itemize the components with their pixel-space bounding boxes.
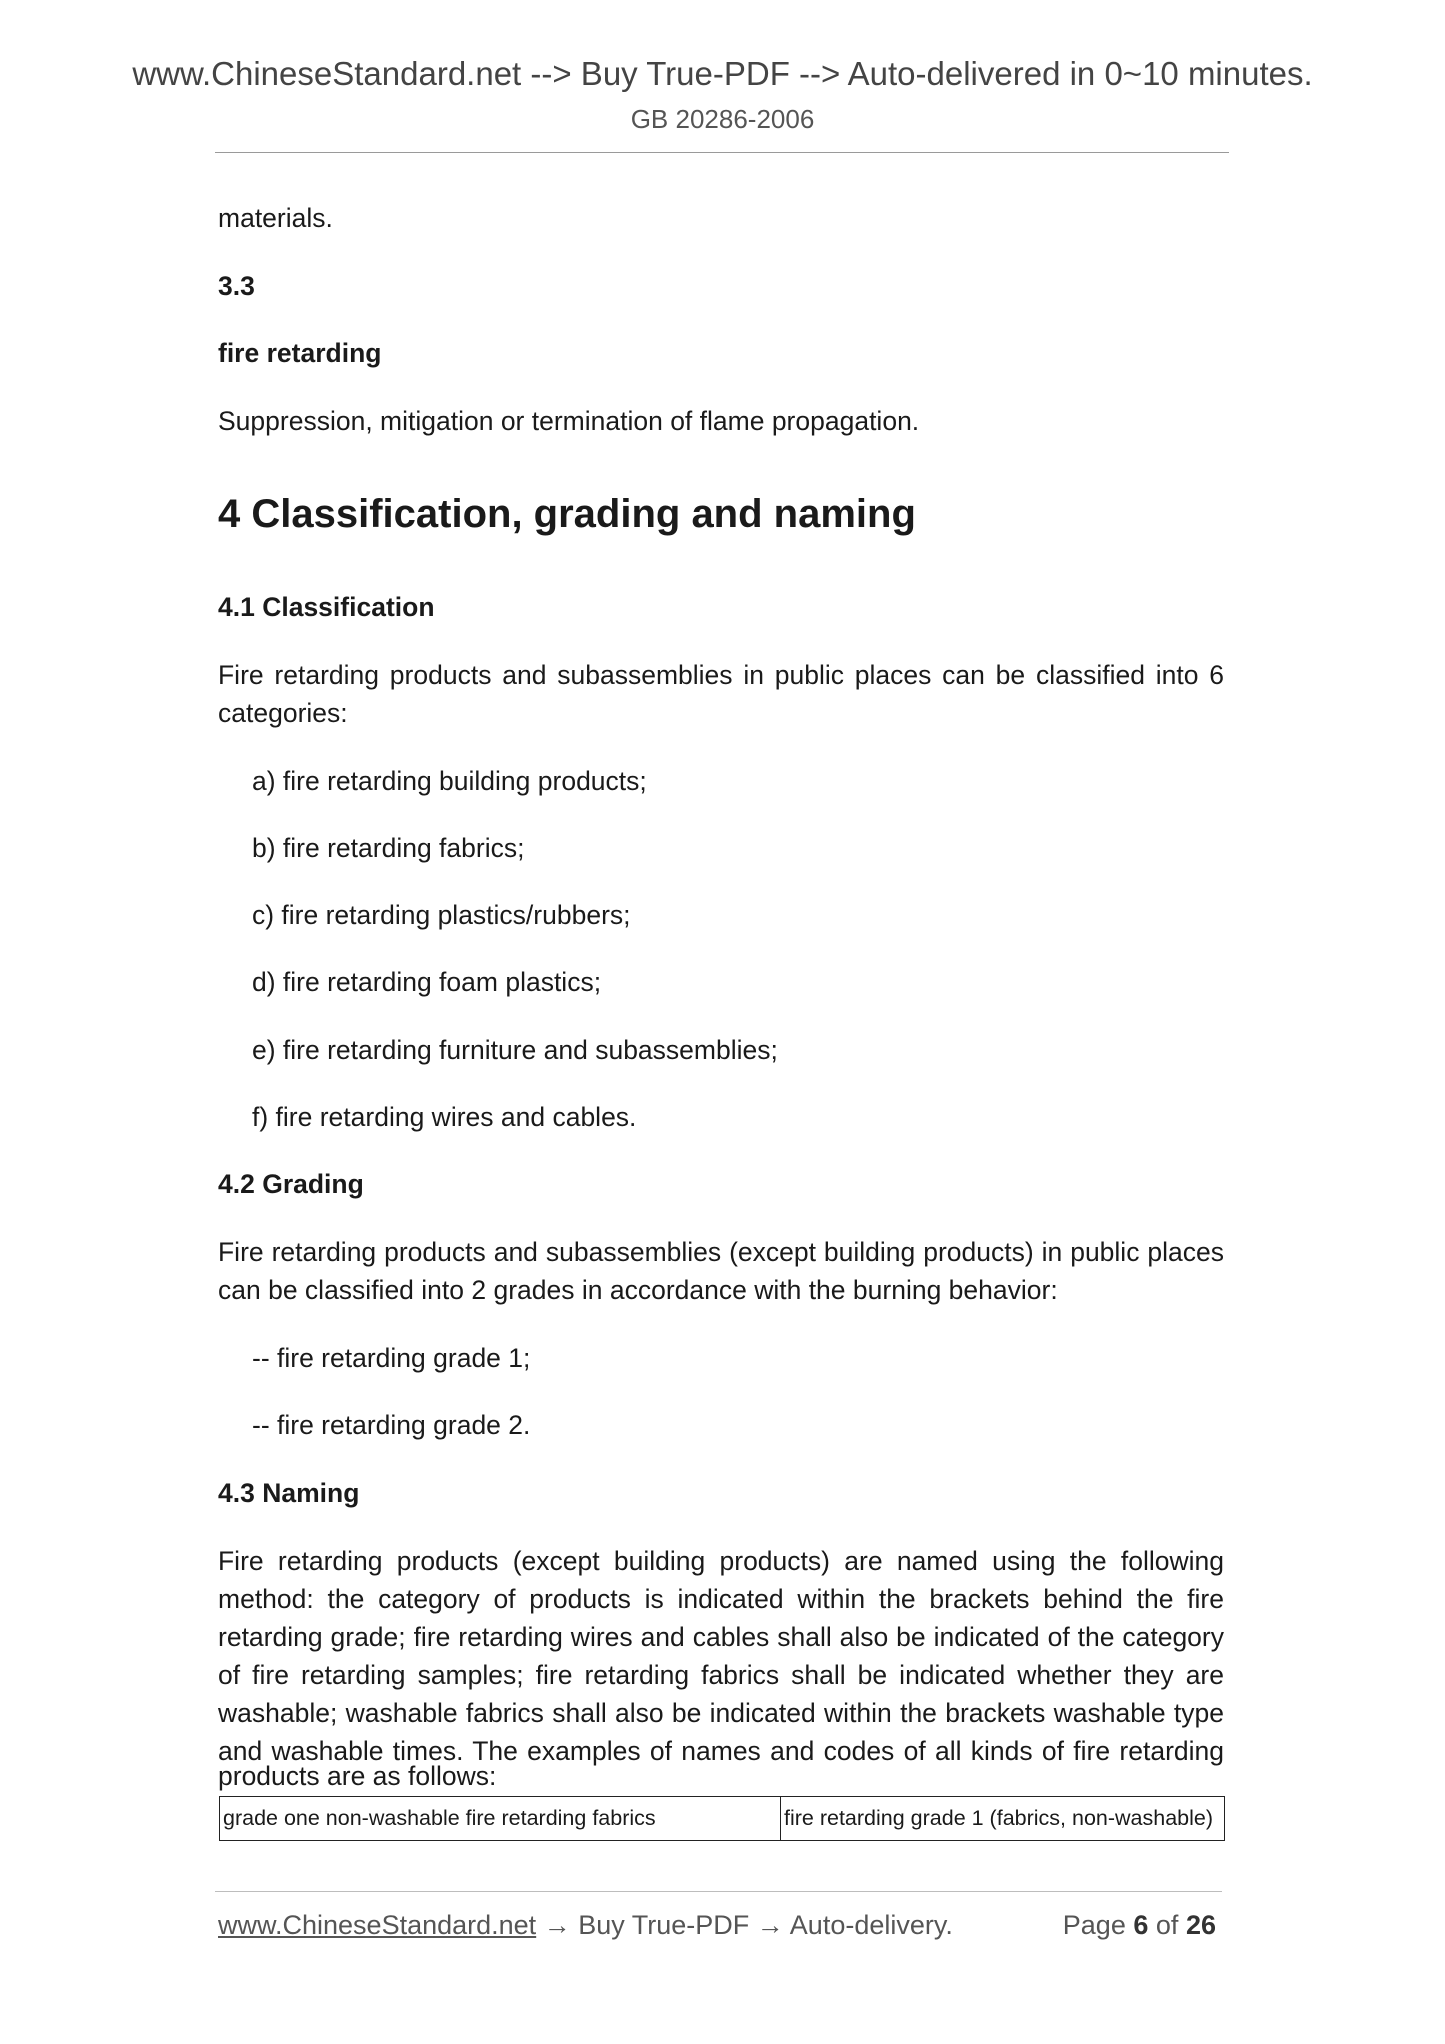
page-number: 6 (1133, 1910, 1149, 1940)
naming-paragraph-line: and washable times. The examples of names and codes of all kinds of fire retarding (218, 1736, 1224, 1766)
grading-item: -- fire retarding grade 2. (252, 1410, 531, 1440)
header-divider (215, 152, 1229, 153)
table-cell-code: fire retarding grade 1 (fabrics, non-washable) (781, 1797, 1225, 1841)
arrow-right-icon: → (543, 1910, 571, 1940)
term-definition: Suppression, mitigation or termination of flame propagation. (218, 406, 920, 436)
table-cell-name: grade one non-washable fire retarding fabrics (220, 1797, 781, 1841)
classification-item: a) fire retarding building products; (252, 766, 647, 796)
grading-heading: 4.2 Grading (218, 1169, 364, 1199)
naming-paragraph-line: retarding grade; fire retarding wires and cables shall also be indicated of the category (218, 1622, 1224, 1652)
standard-code: GB 20286-2006 (630, 104, 815, 134)
classification-intro-line2: categories: (218, 698, 348, 728)
arrow-right-icon: → (756, 1910, 784, 1940)
classification-intro-line1: Fire retarding products and subassemblies in public places can be classified into 6 (218, 660, 1224, 690)
term-name: fire retarding (218, 338, 382, 368)
section-title: 4 Classification, grading and naming (218, 492, 916, 536)
header-banner: www.ChineseStandard.net --> Buy True-PDF --> Auto-delivered in 0~10 minutes. (132, 55, 1313, 92)
footer-divider (215, 1891, 1222, 1892)
footer-links (218, 1910, 953, 1941)
total-pages: 26 (1185, 1910, 1216, 1940)
grading-intro-line1: Fire retarding products and subassemblies (except building products) in public places (218, 1237, 1224, 1267)
classification-heading: 4.1 Classification (218, 592, 435, 622)
naming-paragraph-line: washable; washable fabrics shall also be indicated within the brackets washable type (218, 1698, 1224, 1728)
naming-heading: 4.3 Naming (218, 1478, 360, 1508)
classification-item: e) fire retarding furniture and subassemblies; (252, 1035, 778, 1065)
naming-paragraph-line: Fire retarding products (except building products) are named using the following (218, 1546, 1224, 1576)
term-number: 3.3 (218, 271, 255, 301)
footer-buy-text: Buy True-PDF (578, 1910, 750, 1940)
classification-item: f) fire retarding wires and cables. (252, 1102, 637, 1132)
footer-delivery-text: Auto-delivery. (789, 1910, 953, 1940)
footer-site-link[interactable]: www.ChineseStandard.net (218, 1910, 537, 1940)
naming-paragraph-line: of fire retarding samples; fire retarding fabrics shall be indicated whether they are (218, 1660, 1224, 1690)
example-table (219, 1796, 1225, 1841)
grading-intro-line2: can be classified into 2 grades in accordance with the burning behavior: (218, 1275, 1058, 1305)
page-label: Page (1062, 1910, 1126, 1940)
naming-paragraph-line: method: the category of products is indicated within the brackets behind the fire (218, 1584, 1224, 1614)
previous-page-fragment: materials. (218, 203, 333, 233)
naming-paragraph-line: products are as follows: (218, 1761, 497, 1791)
grading-item: -- fire retarding grade 1; (252, 1343, 531, 1373)
page-indicator (1063, 1910, 1216, 1941)
classification-item: b) fire retarding fabrics; (252, 833, 525, 863)
of-label: of (1155, 1910, 1179, 1940)
classification-item: c) fire retarding plastics/rubbers; (252, 900, 631, 930)
table-row (220, 1797, 1225, 1841)
classification-item: d) fire retarding foam plastics; (252, 967, 602, 997)
